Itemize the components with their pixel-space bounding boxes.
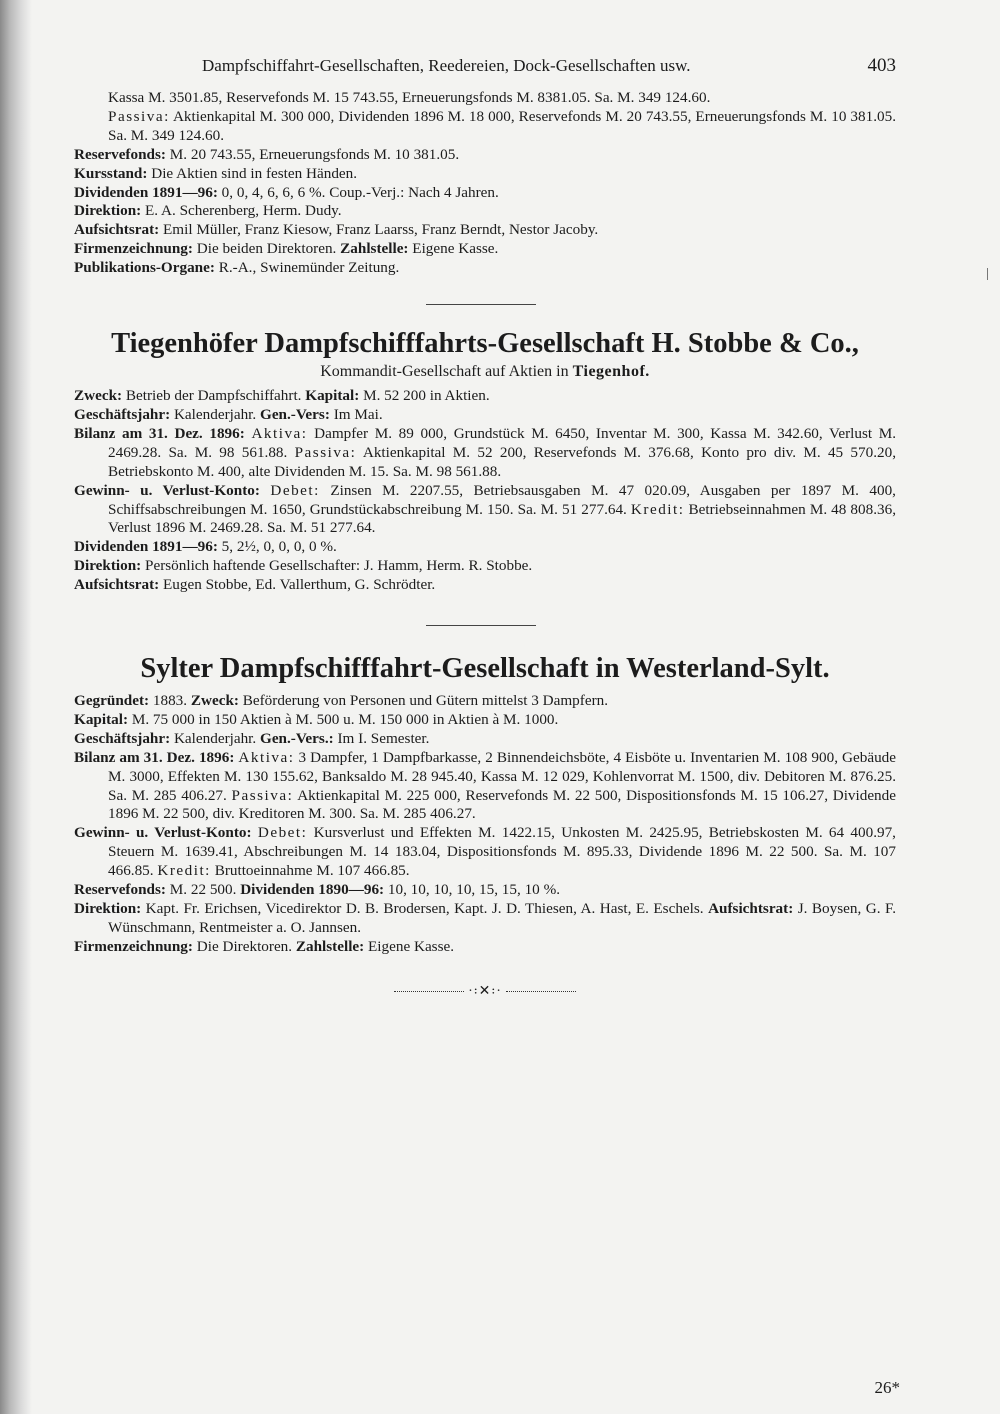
sylt-bilanz: Bilanz am 31. Dez. 1896: Aktiva: 3 Dampfer, 1 Dampfbarkasse, 2 Binnendeichsböte, 4 Eisböte u. Inventarien M. 108 900, Gebäude M. 3000, Effekten M. 130 155.62, Banksaldo M. 28 945.40, Kassa M. 12 029, Kohlenvorrat M. 1500, div. Debitoren M. 876.25. Sa. M. 285 406.27. Passiva: Aktienkapital M. 225 000, Reservefonds M. 22 500, Dispositionsfonds M. 15 106.27, Dividende 1896 M. 22 500, div. Kreditoren M. 300. Sa. M. 285 406.27. — [74, 748, 897, 823]
sylt-entry — [74, 652, 896, 957]
prev-dividenden: Dividenden 1891—96: 0, 0, 4, 6, 6, 6 %. Coup.-Verj.: Nach 4 Jahren. — [74, 183, 499, 201]
running-header — [74, 55, 896, 89]
tiegenhof-subtitle: Kommandit-Gesellschaft auf Aktien in Tiegenhof. — [320, 363, 650, 381]
sylt-reservefonds: Reservefonds: M. 22 500. Dividenden 1890—96: 10, 10, 10, 10, 15, 15, 10 %. — [74, 881, 561, 899]
section-divider — [426, 304, 536, 305]
sylt-title: Sylter Dampfschifffahrt-Gesellschaft in Westerland-Sylt. — [140, 653, 830, 685]
prev-firmenzeichnung: Firmenzeichnung: Die beiden Direktoren. Zahlstelle: Eigene Kasse. — [74, 240, 499, 258]
end-ornament — [74, 983, 896, 1000]
prev-passiva: Passiva: Aktienkapital M. 300 000, Dividenden 1896 M. 18 000, Reservefonds M. 20 743.55, Erneuerungsfonds M. 10 381.05. Sa. M. 349 124.60. — [108, 107, 896, 144]
tiegenhof-gewinn-verlust: Gewinn- u. Verlust-Konto: Debet: Zinsen M. 2207.55, Betriebsausgaben M. 47 020.09, Ausgaben per 1897 M. 400, Schiffsabschreibungen M. 1650, Grundstückabschreibung M. 150. Sa. M. 51 277.64. Kredit: Betriebseinnahmen M. 48 808.36, Verlust 1896 M. 2469.28. Sa. M. 51 277.64. — [74, 481, 896, 537]
page-number: 403 — [867, 55, 896, 76]
tiegenhof-zweck: Zweck: Betrieb der Dampfschiffahrt. Kapital: M. 52 200 in Aktien. — [74, 387, 490, 405]
running-title: Dampfschiffahrt-Gesellschaften, Reedereien, Dock-Gesellschaften usw. — [202, 56, 691, 75]
sylt-direktion: Direktion: Kapt. Fr. Erichsen, Vicedirektor D. B. Brodersen, Kapt. J. D. Thiesen, A. Hast, E. Eschels. Aufsichtsrat: J. Boysen, G. F. Wünschmann, Rentmeister a. O. Jannsen. — [74, 900, 896, 936]
sylt-kapital: Kapital: M. 75 000 in 150 Aktien à M. 500 u. M. 150 000 in Aktien à M. 1000. — [74, 710, 559, 728]
page — [74, 55, 896, 1000]
book-spine-shadow — [0, 0, 32, 1414]
prev-kursstand: Kursstand: Die Aktien sind in festen Händen. — [74, 164, 358, 182]
margin-mark — [987, 268, 988, 280]
tiegenhof-aufsichtsrat: Aufsichtsrat: Eugen Stobbe, Ed. Vallerthum, G. Schrödter. — [74, 576, 436, 594]
sylt-firmenzeichnung: Firmenzeichnung: Die Direktoren. Zahlstelle: Eigene Kasse. — [74, 937, 455, 955]
prev-kassa-line: Kassa M. 3501.85, Reservefonds M. 15 743.55, Erneuerungsfonds M. 8381.05. Sa. M. 349 124.60. — [108, 89, 711, 106]
ornament-line-left — [394, 991, 464, 992]
prev-direktion: Direktion: E. A. Scherenberg, Herm. Dudy. — [74, 202, 342, 220]
previous-entry — [74, 89, 896, 278]
sylt-gewinn-verlust: Gewinn- u. Verlust-Konto: Debet: Kursverlust und Effekten M. 1422.15, Unkosten M. 2425.95, Betriebskosten M. 64 400.97, Steuern M. 1639.41, Abschreibungen M. 14 183.04, Dispositionsfonds M. 895.33, Dividende 1896 M. 22 500. Sa. M. 107 466.85. Kredit: Bruttoeinnahme M. 107 466.85. — [74, 824, 896, 880]
prev-publikationsorgane: Publikations-Organe: R.-A., Swinemünder Zeitung. — [74, 259, 400, 277]
ornament-glyph: ·꞉✕꞉· — [468, 983, 502, 999]
sylt-gegruendet: Gegründet: 1883. Zweck: Beförderung von Personen und Gütern mittelst 3 Dampfern. — [74, 692, 609, 710]
sylt-geschaeftsjahr: Geschäftsjahr: Kalenderjahr. Gen.-Vers.: Im I. Semester. — [74, 729, 430, 747]
section-divider — [426, 625, 536, 626]
tiegenhof-entry — [74, 327, 896, 595]
prev-reservefonds: Reservefonds: M. 20 743.55, Erneuerungsfonds M. 10 381.05. — [74, 145, 460, 163]
tiegenhof-geschaeftsjahr: Geschäftsjahr: Kalenderjahr. Gen.-Vers: Im Mai. — [74, 405, 383, 423]
prev-aufsichtsrat: Aufsichtsrat: Emil Müller, Franz Kiesow, Franz Laarss, Franz Berndt, Nestor Jacoby. — [74, 221, 599, 239]
ornament-line-right — [506, 991, 576, 992]
tiegenhof-direktion: Direktion: Persönlich haftende Gesellschafter: J. Hamm, Herm. R. Stobbe. — [74, 557, 533, 575]
signature-mark: 26* — [874, 1378, 900, 1397]
tiegenhof-bilanz: Bilanz am 31. Dez. 1896: Aktiva: Dampfer M. 89 000, Grundstück M. 6450, Inventar M. 300, Kassa M. 342.60, Verlust M. 2469.28. Sa. M. 98 561.88. Passiva: Aktienkapital M. 52 200, Reservefonds M. 376.68, Konto pro div. M. 45 570.20, Betriebskonto M. 400, alte Dividenden M. 15. Sa. M. 98 561.88. — [74, 424, 897, 480]
tiegenhof-title: Tiegenhöfer Dampfschifffahrts-Gesellschaft H. Stobbe & Co., — [111, 328, 859, 360]
tiegenhof-dividenden: Dividenden 1891—96: 5, 2½, 0, 0, 0, 0 %. — [74, 538, 337, 556]
